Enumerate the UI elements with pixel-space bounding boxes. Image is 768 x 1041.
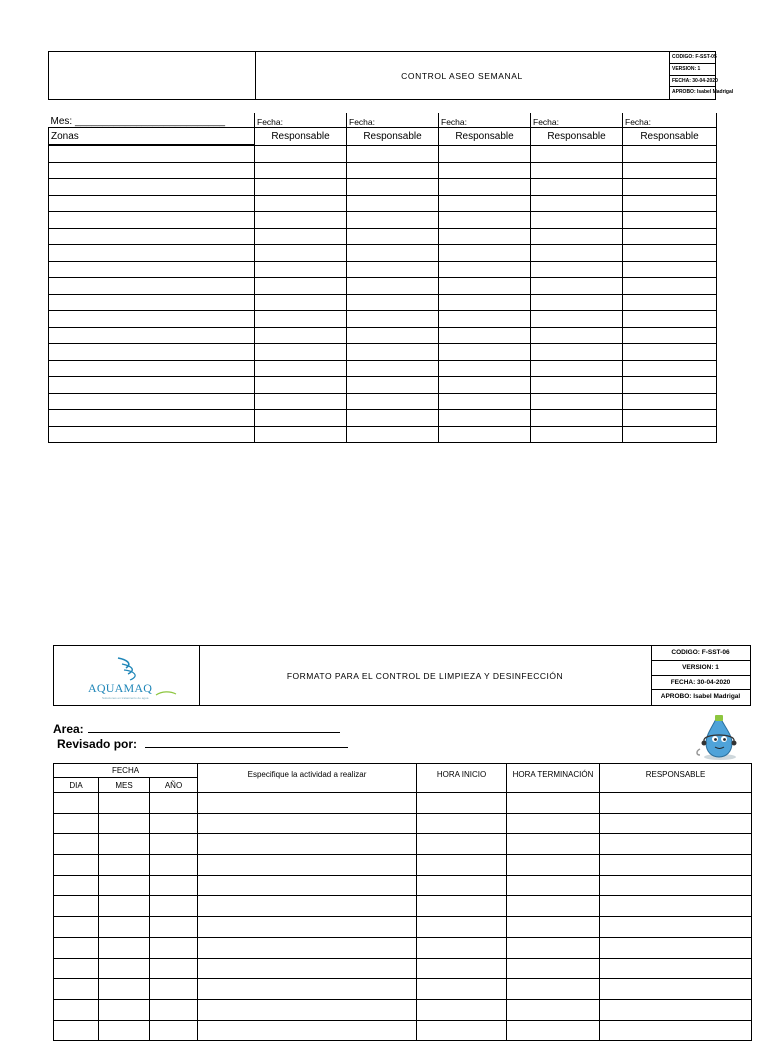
- logo-swoosh-icon: [156, 689, 176, 697]
- zonas-header: Zonas: [49, 128, 255, 146]
- blank-cell[interactable]: [198, 917, 417, 938]
- blank-cell[interactable]: [54, 855, 99, 876]
- blank-cell[interactable]: [439, 195, 531, 212]
- blank-cell[interactable]: [347, 145, 439, 162]
- table-row: [49, 145, 717, 162]
- revisado-label: Revisado por:: [57, 737, 138, 751]
- blank-cell[interactable]: [49, 195, 255, 212]
- revisado-field[interactable]: [57, 736, 348, 751]
- blank-cell[interactable]: [531, 344, 623, 361]
- blank-cell[interactable]: [507, 834, 600, 855]
- blank-cell[interactable]: [347, 245, 439, 262]
- blank-cell[interactable]: [531, 393, 623, 410]
- blank-cell[interactable]: [99, 958, 150, 979]
- blank-cell[interactable]: [49, 311, 255, 328]
- blank-cell[interactable]: [99, 999, 150, 1020]
- blank-cell[interactable]: [255, 195, 347, 212]
- blank-cell[interactable]: [439, 228, 531, 245]
- blank-cell[interactable]: [347, 294, 439, 311]
- form1-title: CONTROL ASEO SEMANAL: [255, 52, 670, 99]
- fecha-label[interactable]: Fecha:: [531, 113, 623, 128]
- actividad-header: Especifique la actividad a realizar: [198, 764, 417, 793]
- area-label: Area:: [53, 722, 84, 736]
- blank-cell[interactable]: [623, 162, 717, 179]
- blank-cell[interactable]: [150, 937, 198, 958]
- blank-cell[interactable]: [439, 410, 531, 427]
- blank-cell[interactable]: [99, 834, 150, 855]
- fecha-label[interactable]: Fecha:: [623, 113, 717, 128]
- blank-cell[interactable]: [417, 937, 507, 958]
- area-field[interactable]: [53, 721, 340, 736]
- blank-cell[interactable]: [439, 294, 531, 311]
- responsable-header: Responsable: [347, 128, 439, 146]
- table-row: [49, 344, 717, 361]
- form2-date: FECHA: 30-04-2020: [651, 676, 750, 691]
- blank-cell[interactable]: [49, 327, 255, 344]
- responsable-header: Responsable: [439, 128, 531, 146]
- blank-cell[interactable]: [600, 855, 752, 876]
- blank-cell[interactable]: [150, 958, 198, 979]
- blank-cell[interactable]: [623, 344, 717, 361]
- blank-cell[interactable]: [531, 410, 623, 427]
- blank-cell[interactable]: [255, 212, 347, 229]
- blank-cell[interactable]: [439, 212, 531, 229]
- dia-header: DIA: [54, 778, 99, 793]
- blank-cell[interactable]: [198, 875, 417, 896]
- blank-cell[interactable]: [255, 294, 347, 311]
- form2-version: VERSION: 1: [651, 661, 750, 676]
- form1-meta: [669, 52, 734, 99]
- blank-cell[interactable]: [439, 426, 531, 443]
- blank-cell[interactable]: [347, 195, 439, 212]
- blank-cell[interactable]: [198, 813, 417, 834]
- responsable-header: Responsable: [531, 128, 623, 146]
- blank-cell[interactable]: [49, 228, 255, 245]
- blank-cell[interactable]: [150, 855, 198, 876]
- blank-cell[interactable]: [347, 228, 439, 245]
- table-row: [49, 393, 717, 410]
- blank-cell[interactable]: [255, 261, 347, 278]
- blank-cell[interactable]: [255, 377, 347, 394]
- blank-cell[interactable]: [600, 937, 752, 958]
- table-row: [49, 179, 717, 196]
- blank-cell[interactable]: [198, 979, 417, 1000]
- blank-cell[interactable]: [49, 344, 255, 361]
- blank-cell[interactable]: [531, 360, 623, 377]
- blank-cell[interactable]: [439, 245, 531, 262]
- blank-cell[interactable]: [600, 1020, 752, 1041]
- area-blank[interactable]: [88, 721, 340, 733]
- fecha-header: FECHA: [54, 764, 198, 778]
- blank-cell[interactable]: [531, 294, 623, 311]
- blank-cell[interactable]: [623, 278, 717, 295]
- blank-cell[interactable]: [99, 896, 150, 917]
- blank-cell[interactable]: [347, 179, 439, 196]
- blank-cell[interactable]: [531, 245, 623, 262]
- table-row: [49, 377, 717, 394]
- blank-cell[interactable]: [49, 294, 255, 311]
- blank-cell[interactable]: [198, 1020, 417, 1041]
- form2-code: CODIGO: F-SST-06: [651, 646, 750, 661]
- blank-cell[interactable]: [600, 896, 752, 917]
- table-row: [49, 245, 717, 262]
- blank-cell[interactable]: [99, 875, 150, 896]
- blank-cell[interactable]: [600, 958, 752, 979]
- blank-cell[interactable]: [54, 1020, 99, 1041]
- blank-cell[interactable]: [439, 179, 531, 196]
- blank-cell[interactable]: [198, 793, 417, 814]
- blank-cell[interactable]: [417, 999, 507, 1020]
- blank-cell[interactable]: [417, 1020, 507, 1041]
- blank-cell[interactable]: [198, 855, 417, 876]
- fecha-label[interactable]: Fecha:: [439, 113, 531, 128]
- blank-cell[interactable]: [347, 410, 439, 427]
- blank-cell[interactable]: [49, 410, 255, 427]
- blank-cell[interactable]: [49, 426, 255, 443]
- blank-cell[interactable]: [347, 327, 439, 344]
- table-row: [54, 979, 752, 1000]
- table-row: [54, 937, 752, 958]
- blank-cell[interactable]: [439, 261, 531, 278]
- table-row: [54, 875, 752, 896]
- table-row: [54, 793, 752, 814]
- cleaning-disinfection-header: [53, 645, 751, 706]
- blank-cell[interactable]: [150, 999, 198, 1020]
- blank-cell[interactable]: [255, 393, 347, 410]
- form1-version: VERSION: 1: [669, 64, 715, 76]
- blank-cell[interactable]: [198, 937, 417, 958]
- logo-text: AQUAMAQ: [88, 681, 153, 695]
- blank-cell[interactable]: [150, 917, 198, 938]
- blank-cell[interactable]: [439, 145, 531, 162]
- blank-cell[interactable]: [198, 958, 417, 979]
- blank-cell[interactable]: [49, 145, 255, 162]
- blank-cell[interactable]: [49, 179, 255, 196]
- blank-cell[interactable]: [54, 896, 99, 917]
- blank-cell[interactable]: [623, 195, 717, 212]
- header-row-1: [54, 764, 752, 778]
- blank-cell[interactable]: [255, 145, 347, 162]
- blank-cell[interactable]: [347, 278, 439, 295]
- blank-cell[interactable]: [54, 834, 99, 855]
- blank-cell[interactable]: [531, 195, 623, 212]
- blank-cell[interactable]: [531, 228, 623, 245]
- blank-cell[interactable]: [99, 813, 150, 834]
- column-header-row: [49, 128, 717, 146]
- table-row: [54, 999, 752, 1020]
- blank-cell[interactable]: [54, 875, 99, 896]
- blank-cell[interactable]: [600, 979, 752, 1000]
- blank-cell[interactable]: [531, 311, 623, 328]
- table-row: [49, 311, 717, 328]
- blank-cell[interactable]: [439, 393, 531, 410]
- blank-cell[interactable]: [507, 896, 600, 917]
- blank-cell[interactable]: [347, 212, 439, 229]
- blank-cell[interactable]: [49, 212, 255, 229]
- table-row: [54, 1020, 752, 1041]
- table-row: [54, 917, 752, 938]
- blank-cell[interactable]: [54, 979, 99, 1000]
- table-row: [49, 261, 717, 278]
- blank-cell[interactable]: [255, 179, 347, 196]
- blank-cell[interactable]: [347, 377, 439, 394]
- table-row: [54, 813, 752, 834]
- blank-cell[interactable]: [600, 917, 752, 938]
- table-row: [49, 162, 717, 179]
- blank-cell[interactable]: [255, 311, 347, 328]
- blank-cell[interactable]: [255, 327, 347, 344]
- weekly-cleaning-header: [48, 51, 734, 100]
- blank-cell[interactable]: [150, 834, 198, 855]
- blank-cell[interactable]: [417, 793, 507, 814]
- blank-cell[interactable]: [439, 162, 531, 179]
- blank-cell[interactable]: [347, 344, 439, 361]
- table-row: [54, 958, 752, 979]
- blank-cell[interactable]: [507, 979, 600, 1000]
- table-row: [54, 855, 752, 876]
- blank-cell[interactable]: [623, 145, 717, 162]
- blank-cell[interactable]: [99, 979, 150, 1000]
- blank-cell[interactable]: [623, 377, 717, 394]
- blank-cell[interactable]: [417, 813, 507, 834]
- blank-cell[interactable]: [507, 917, 600, 938]
- form2-title: FORMATO PARA EL CONTROL DE LIMPIEZA Y DESINFECCIÓN: [199, 646, 652, 705]
- blank-cell[interactable]: [531, 377, 623, 394]
- fecha-label[interactable]: Fecha:: [347, 113, 439, 128]
- blank-cell[interactable]: [531, 145, 623, 162]
- blank-cell[interactable]: [255, 360, 347, 377]
- form1-code: CODIGO: F-SST-05: [669, 52, 715, 64]
- blank-cell[interactable]: [54, 999, 99, 1020]
- blank-cell[interactable]: [600, 793, 752, 814]
- blank-cell[interactable]: [507, 999, 600, 1020]
- blank-cell[interactable]: [531, 426, 623, 443]
- blank-cell[interactable]: [623, 179, 717, 196]
- revisado-blank[interactable]: [145, 736, 348, 748]
- blank-cell[interactable]: [531, 261, 623, 278]
- aquamaq-logo: [88, 656, 174, 700]
- blank-cell[interactable]: [49, 377, 255, 394]
- blank-cell[interactable]: [507, 937, 600, 958]
- blank-cell[interactable]: [531, 212, 623, 229]
- blank-cell[interactable]: [623, 360, 717, 377]
- blank-cell[interactable]: [439, 377, 531, 394]
- blank-cell[interactable]: [531, 179, 623, 196]
- water-wave-icon: [110, 656, 150, 682]
- blank-cell[interactable]: [347, 426, 439, 443]
- blank-cell[interactable]: [255, 410, 347, 427]
- blank-cell[interactable]: [99, 855, 150, 876]
- responsable-header: Responsable: [255, 128, 347, 146]
- mes-header: MES: [99, 778, 150, 793]
- blank-cell[interactable]: [150, 1020, 198, 1041]
- blank-cell[interactable]: [507, 855, 600, 876]
- logo-tagline: Soluciones en tratamiento de agua: [102, 696, 149, 700]
- blank-cell[interactable]: [150, 979, 198, 1000]
- blank-cell[interactable]: [623, 261, 717, 278]
- table-row: [54, 834, 752, 855]
- mes-field[interactable]: Mes: ___________________________: [49, 113, 255, 128]
- table-row: [49, 195, 717, 212]
- water-drop-mascot-icon: [694, 713, 744, 761]
- form2-approver: APROBO: Isabel Madrigal: [660, 693, 741, 701]
- table-row: [49, 212, 717, 229]
- blank-cell[interactable]: [255, 228, 347, 245]
- table-row: [49, 228, 717, 245]
- blank-cell[interactable]: [49, 278, 255, 295]
- blank-cell[interactable]: [507, 1020, 600, 1041]
- form1-date: FECHA: 30-04-2020: [669, 76, 715, 88]
- hora-inicio-header: HORA INICIO: [417, 764, 507, 793]
- weekly-cleaning-table: [48, 113, 717, 443]
- blank-cell[interactable]: [439, 311, 531, 328]
- blank-cell[interactable]: [623, 228, 717, 245]
- blank-cell[interactable]: [49, 245, 255, 262]
- blank-cell[interactable]: [347, 162, 439, 179]
- blank-cell[interactable]: [600, 834, 752, 855]
- blank-cell[interactable]: [417, 834, 507, 855]
- blank-cell[interactable]: [49, 360, 255, 377]
- blank-cell[interactable]: [531, 278, 623, 295]
- blank-cell[interactable]: [507, 958, 600, 979]
- table-row: [54, 896, 752, 917]
- blank-cell[interactable]: [439, 344, 531, 361]
- table-row: [49, 278, 717, 295]
- blank-cell[interactable]: [54, 937, 99, 958]
- blank-cell[interactable]: [439, 327, 531, 344]
- blank-cell[interactable]: [623, 426, 717, 443]
- blank-cell[interactable]: [507, 793, 600, 814]
- blank-cell[interactable]: [531, 327, 623, 344]
- blank-cell[interactable]: [150, 896, 198, 917]
- blank-cell[interactable]: [255, 162, 347, 179]
- table-row: [49, 410, 717, 427]
- blank-cell[interactable]: [255, 344, 347, 361]
- blank-cell[interactable]: [417, 875, 507, 896]
- blank-cell[interactable]: [347, 393, 439, 410]
- blank-cell[interactable]: [347, 311, 439, 328]
- blank-cell[interactable]: [531, 162, 623, 179]
- blank-cell[interactable]: [623, 212, 717, 229]
- blank-cell[interactable]: [623, 311, 717, 328]
- blank-cell[interactable]: [507, 875, 600, 896]
- blank-cell[interactable]: [623, 245, 717, 262]
- blank-cell[interactable]: [198, 999, 417, 1020]
- table-row: [49, 327, 717, 344]
- logo-cell-empty: [49, 52, 256, 99]
- table-row: [49, 294, 717, 311]
- fecha-label[interactable]: Fecha:: [255, 113, 347, 128]
- blank-cell[interactable]: [417, 917, 507, 938]
- blank-cell[interactable]: [54, 917, 99, 938]
- blank-cell[interactable]: [623, 410, 717, 427]
- blank-cell[interactable]: [150, 813, 198, 834]
- blank-cell[interactable]: [417, 896, 507, 917]
- blank-cell[interactable]: [99, 937, 150, 958]
- blank-cell[interactable]: [417, 979, 507, 1000]
- hora-terminacion-header: HORA TERMINACIÓN: [507, 764, 600, 793]
- blank-cell[interactable]: [347, 261, 439, 278]
- blank-cell[interactable]: [623, 294, 717, 311]
- blank-cell[interactable]: [623, 393, 717, 410]
- blank-cell[interactable]: [600, 999, 752, 1020]
- blank-cell[interactable]: [600, 875, 752, 896]
- blank-cell[interactable]: [49, 261, 255, 278]
- blank-cell[interactable]: [255, 426, 347, 443]
- blank-cell[interactable]: [54, 813, 99, 834]
- blank-cell[interactable]: [198, 896, 417, 917]
- anio-header: AÑO: [150, 778, 198, 793]
- blank-cell[interactable]: [49, 162, 255, 179]
- blank-cell[interactable]: [255, 245, 347, 262]
- table-row: [49, 426, 717, 443]
- blank-cell[interactable]: [150, 875, 198, 896]
- blank-cell[interactable]: [439, 360, 531, 377]
- blank-cell[interactable]: [347, 360, 439, 377]
- form1-approver: APROBO: Isabel Madrigal: [672, 89, 734, 96]
- blank-cell[interactable]: [623, 327, 717, 344]
- logo-cell: [54, 646, 200, 705]
- blank-cell[interactable]: [600, 813, 752, 834]
- blank-cell[interactable]: [54, 793, 99, 814]
- fecha-row: [49, 113, 717, 128]
- blank-cell[interactable]: [150, 793, 198, 814]
- blank-cell[interactable]: [99, 917, 150, 938]
- blank-cell[interactable]: [49, 393, 255, 410]
- cleaning-log-table: [53, 763, 752, 1041]
- blank-cell[interactable]: [507, 813, 600, 834]
- responsable-header: RESPONSABLE: [600, 764, 752, 793]
- blank-cell[interactable]: [417, 855, 507, 876]
- blank-cell[interactable]: [198, 834, 417, 855]
- form2-meta: [651, 646, 750, 705]
- blank-cell[interactable]: [99, 793, 150, 814]
- responsable-header: Responsable: [623, 128, 717, 146]
- blank-cell[interactable]: [417, 958, 507, 979]
- blank-cell[interactable]: [439, 278, 531, 295]
- blank-cell[interactable]: [54, 958, 99, 979]
- table-row: [49, 360, 717, 377]
- blank-cell[interactable]: [99, 1020, 150, 1041]
- blank-cell[interactable]: [255, 278, 347, 295]
